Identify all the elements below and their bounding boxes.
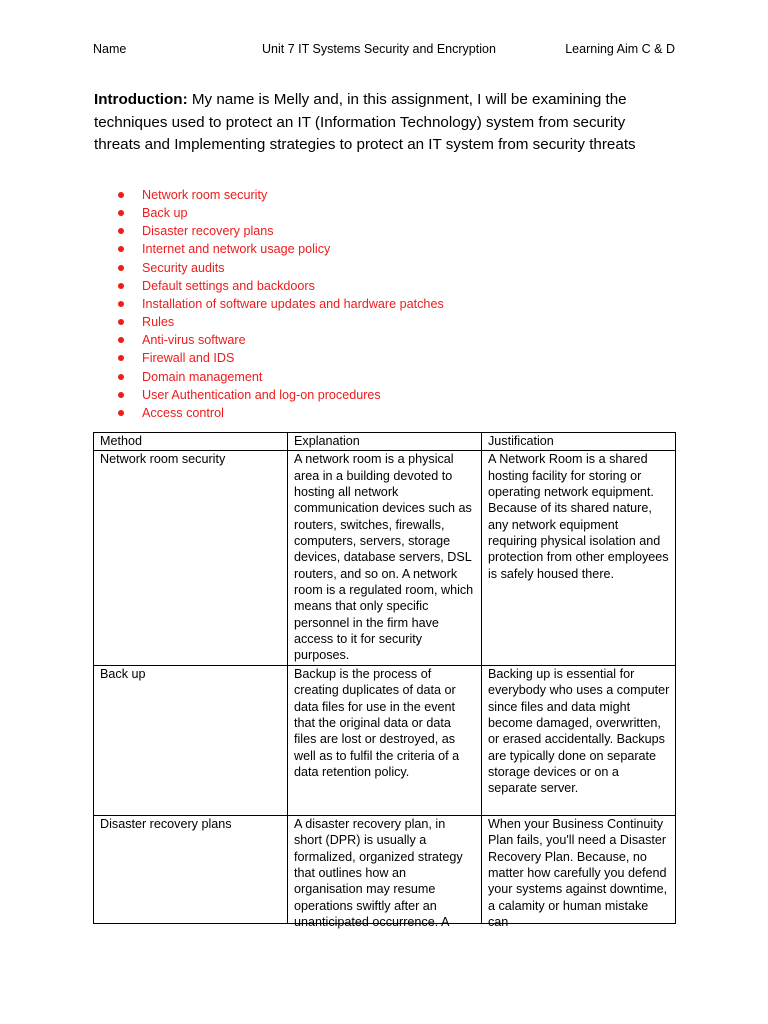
list-item: Installation of software updates and hardware patches [118,295,444,313]
list-item: Rules [118,313,444,331]
bullet-dot-icon [118,228,124,234]
bullet-dot-icon [118,210,124,216]
security-methods-table [93,432,676,929]
list-item: Network room security [118,186,444,204]
list-item: Back up [118,204,444,222]
list-item: Domain management [118,368,444,386]
bullet-dot-icon [118,374,124,380]
bullet-dot-icon [118,301,124,307]
table-row [94,665,676,815]
list-item: Disaster recovery plans [118,222,444,240]
header-unit-title: Unit 7 IT Systems Security and Encryption [262,42,496,56]
column-header-method: Method [94,433,288,451]
explanation-cell: Backup is the process of creating duplicates of data or data files for use in the event that the original data or data files are lost or destroyed, as well as to fulfil the criteria of a data retention policy. [288,665,482,815]
bullet-dot-icon [118,283,124,289]
column-header-justification: Justification [482,433,676,451]
bullet-dot-icon [118,337,124,343]
list-item: Default settings and backdoors [118,277,444,295]
explanation-cell: A disaster recovery plan, in short (DPR) is usually a formalized, organized strategy that outlines how an organisation may resume operations swiftly after an unanticipated occurrence. A [288,815,482,923]
list-item: User Authentication and log-on procedures [118,386,444,404]
explanation-cell: A network room is a physical area in a building devoted to hosting all network communication devices such as routers, switches, firewalls, computers, servers, storage devices, database servers, DSL routers, and so on. A network room is a regulated room, which means that only specific personnel in the firm have access to it for security purposes. [288,451,482,665]
method-cell: Network room security [94,451,288,665]
method-cell: Disaster recovery plans [94,815,288,923]
bullet-dot-icon [118,319,124,325]
bullet-dot-icon [118,246,124,252]
justification-cell: When your Business Continuity Plan fails, you'll need a Disaster Recovery Plan. Because, no matter how carefully you defend your systems against downtime, a calamity or human mistake can [482,815,676,923]
security-topics-list [118,186,444,422]
list-item: Access control [118,404,444,422]
bullet-dot-icon [118,192,124,198]
bullet-dot-icon [118,355,124,361]
header-learning-aim: Learning Aim C & D [565,42,675,56]
bullet-dot-icon [118,265,124,271]
column-header-explanation: Explanation [288,433,482,451]
bullet-dot-icon [118,392,124,398]
header-name: Name [93,42,127,56]
table-row [94,451,676,665]
justification-cell: A Network Room is a shared hosting facility for storing or operating network equipment. Because of its shared nature, any network equipment requiring physical isolation and protection from other employees is safely housed there. [482,451,676,665]
method-cell: Back up [94,665,288,815]
list-item: Firewall and IDS [118,349,444,367]
bullet-dot-icon [118,410,124,416]
justification-cell: Backing up is essential for everybody who uses a computer since files and data might become damaged, overwritten, or erased accidentally. Backups are typically done on separate storage devices or on a separate server. [482,665,676,815]
table-header-row [94,433,676,451]
introduction-label: Introduction: [94,91,188,108]
list-item: Internet and network usage policy [118,240,444,258]
list-item: Security audits [118,259,444,277]
list-item: Anti-virus software [118,331,444,349]
page-header [93,42,675,60]
introduction-text: My name is Melly and, in this assignment, I will be examining the techniques used to protect an IT (Information Technology) system from security threats and Implementing strategies to protect an IT system from security threats [94,91,636,153]
introduction-paragraph [94,89,674,157]
table-row [94,815,676,923]
